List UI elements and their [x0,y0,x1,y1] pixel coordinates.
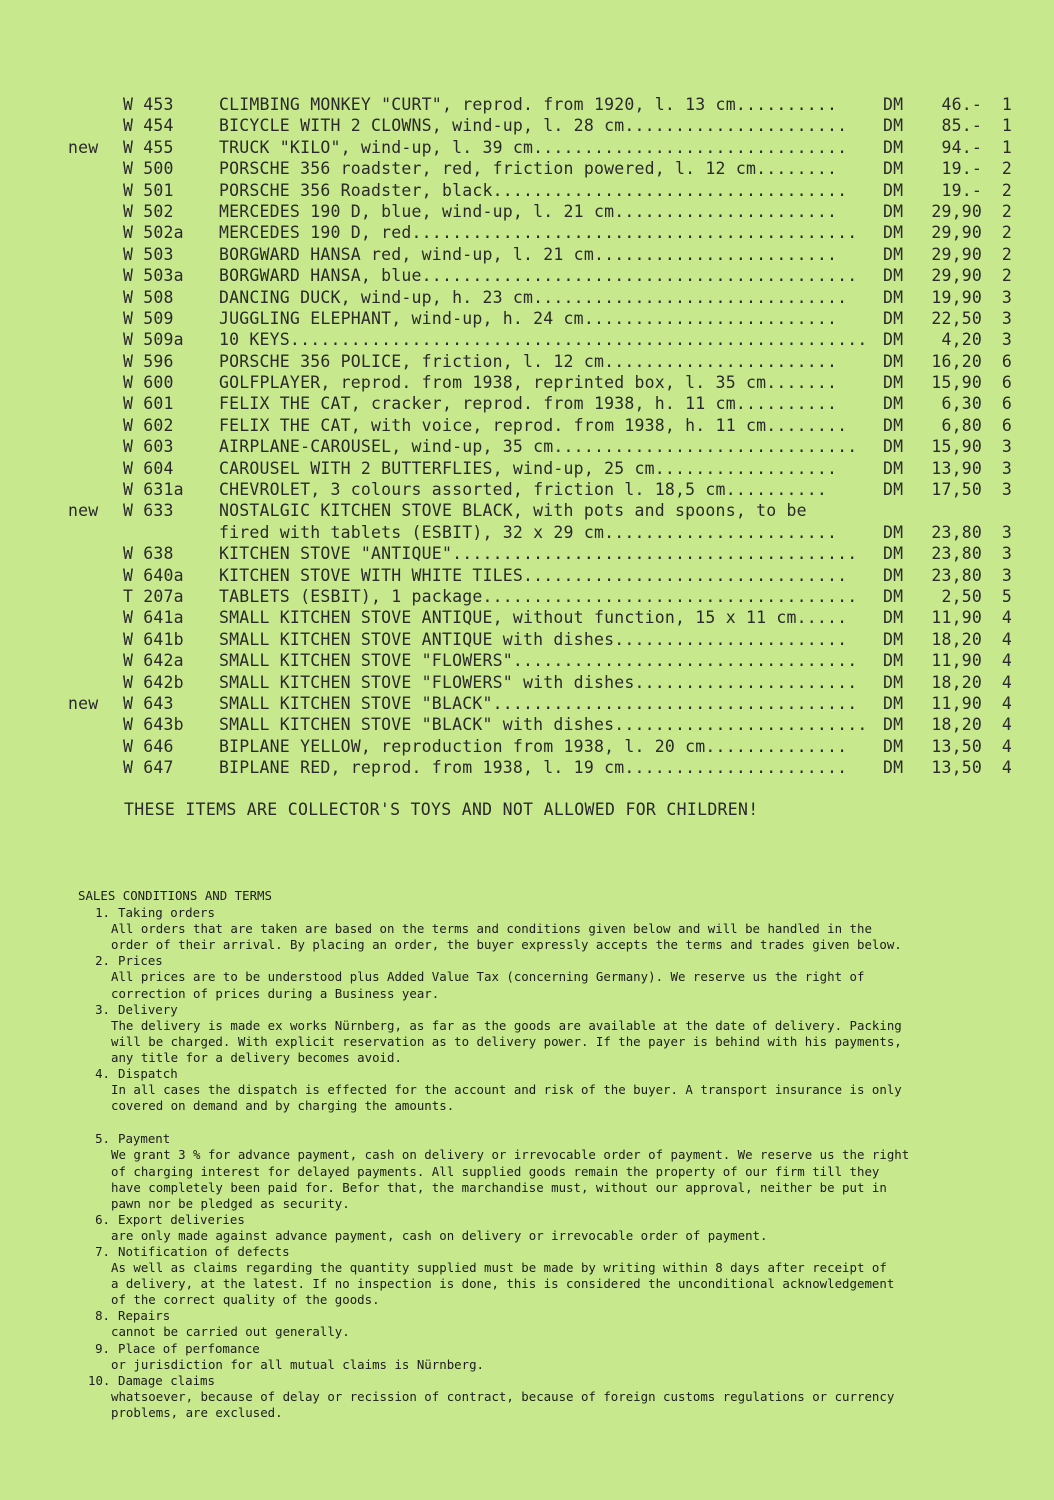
section-number: 5. [95,1131,110,1147]
item-description: 10 KEYS......................................................... [219,330,868,350]
item-code: W 500 [123,159,174,179]
item-currency: DM [883,95,904,114]
item-flag: new [68,693,99,713]
item-code: W 641a [123,608,184,628]
item-price: 23,80 [931,565,982,585]
item-code: W 631a [123,480,184,500]
item-description: AIRPLANE-CAROUSEL, wind-up, 35 cm.............................. [219,437,858,457]
item-page: 6 [1001,373,1012,393]
section-title-text: Place of perfomance [118,1340,260,1356]
section-number: 2. [95,953,110,969]
item-currency: DM [883,736,904,756]
item-code: W 509 [123,308,174,328]
item-price: 6,30 [941,394,982,414]
section-title-text: Payment [118,1131,171,1147]
item-page: 3 [1001,480,1012,500]
item-description: DANCING DUCK, wind-up, h. 23 cm............................... [219,287,848,307]
list-item [0,458,1054,479]
section-title-text: Taking orders [118,905,215,921]
terms-section [78,1244,978,1308]
item-description: SMALL KITCHEN STOVE "BLACK".................................... [219,693,858,713]
list-item [0,265,1054,286]
item-code: W 453 [123,95,174,114]
item-code: W 503 [123,244,174,264]
item-currency: DM [883,394,904,414]
section-title-text: Dispatch [118,1066,178,1082]
item-code: W 509a [123,330,184,350]
section-title [78,1244,978,1260]
section-body: All orders that are taken are based on the terms and conditions given below and will be handled in the order of their arrival. By placing an order, the buyer expressly accepts the terms and trades given below. [111,921,902,953]
terms-section [78,1341,978,1373]
list-item [0,672,1054,693]
item-currency: DM [883,201,904,221]
item-price: 4,20 [941,330,982,350]
section-body: whatsoever, because of delay or recission of contract, because of foreign customs regulations or currency problems, are exclused. [111,1388,895,1420]
item-currency: DM [883,629,904,649]
item-currency: DM [883,544,904,564]
item-code: T 207a [123,586,184,606]
section-title [78,953,978,969]
list-item [0,650,1054,671]
item-currency: DM [883,351,904,371]
item-code: W 643 [123,693,174,713]
terms-section [78,1373,978,1421]
section-body: The delivery is made ex works Nürnberg, as far as the goods are available at the date of delivery. Packing will be charged. With explicit reservation as to delivery power. If the payer is behind with his payments, any title for a delivery becomes avoid. [111,1017,902,1065]
list-item [0,736,1054,757]
item-description: fired with tablets (ESBIT), 32 x 29 cm....................... [219,522,838,542]
list-item [0,351,1054,372]
item-price: 46.- [941,95,982,114]
list-item [0,94,1054,115]
list-item [0,436,1054,457]
section-number: 8. [95,1308,110,1324]
section-title [78,1373,978,1389]
item-code: W 638 [123,544,174,564]
item-description: BORGWARD HANSA, blue........................................... [219,266,858,286]
item-code: W 604 [123,458,174,478]
item-currency: DM [883,116,904,136]
item-code: W 646 [123,736,174,756]
item-description: MERCEDES 190 D, blue, wind-up, l. 21 cm...................... [219,201,838,221]
section-number: 10. [88,1372,111,1388]
list-item [0,586,1054,607]
item-currency: DM [883,223,904,243]
list-item [0,287,1054,308]
item-code: W 600 [123,373,174,393]
terms-section [78,905,978,953]
list-item [0,137,1054,158]
item-description: PORSCHE 356 POLICE, friction, l. 12 cm....................... [219,351,838,371]
item-flag: new [68,501,99,521]
section-number: 9. [95,1340,110,1356]
item-code: W 633 [123,501,174,521]
section-title [78,1131,978,1147]
item-price: 23,80 [931,544,982,564]
list-item [0,522,1054,543]
item-price: 2,50 [941,586,982,606]
item-description: CHEVROLET, 3 colours assorted, friction l. 18,5 cm.......... [219,480,828,500]
item-page: 5 [1001,586,1012,606]
item-currency: DM [883,180,904,200]
item-page: 3 [1001,287,1012,307]
section-title-text: Prices [118,953,163,969]
section-body: cannot be carried out generally. [111,1324,350,1340]
item-page: 1 [1001,137,1012,157]
section-title-text: Export deliveries [118,1211,245,1227]
item-page: 6 [1001,351,1012,371]
section-body: All prices are to be understood plus Added Value Tax (concerning Germany). We reserve us the right of correction of prices during a Business year. [111,969,865,1001]
item-description: FELIX THE CAT, cracker, reprod. from 1938, h. 11 cm.......... [219,394,838,414]
section-number: 1. [95,905,110,921]
item-description: BORGWARD HANSA red, wind-up, l. 21 cm........................ [219,244,838,264]
item-flag: new [68,137,99,157]
item-currency: DM [883,608,904,628]
item-code: W 502 [123,201,174,221]
item-description: SMALL KITCHEN STOVE "BLACK" with dishes......................... [219,715,868,735]
terms-section [78,953,978,1001]
list-item [0,393,1054,414]
item-page: 4 [1001,608,1012,628]
item-currency: DM [883,672,904,692]
item-code: W 503a [123,266,184,286]
item-price: 19.- [941,180,982,200]
list-item [0,244,1054,265]
item-price: 16,20 [931,351,982,371]
list-item [0,222,1054,243]
item-page: 2 [1001,244,1012,264]
item-description: CAROUSEL WITH 2 BUTTERFLIES, wind-up, 25 cm.................. [219,458,838,478]
list-item [0,714,1054,735]
item-code: W 508 [123,287,174,307]
item-currency: DM [883,373,904,393]
terms-section [78,1308,978,1340]
item-currency: DM [883,651,904,671]
item-code: W 642a [123,651,184,671]
sales-conditions [78,888,978,1421]
item-page: 4 [1001,672,1012,692]
section-title-text: Delivery [118,1001,178,1017]
section-title [78,1341,978,1357]
list-item [0,201,1054,222]
terms-section [78,1212,978,1244]
section-title [78,1002,978,1018]
item-price: 19.- [941,159,982,179]
item-price: 22,50 [931,308,982,328]
item-price: 13,90 [931,458,982,478]
list-item [0,372,1054,393]
item-price: 6,80 [941,415,982,435]
item-price: 13,50 [931,736,982,756]
section-body: In all cases the dispatch is effected for the account and risk of the buyer. A transport insurance is only covered on demand and by charging the amounts. [111,1082,902,1114]
section-title [78,1308,978,1324]
item-code: W 596 [123,351,174,371]
item-price: 18,20 [931,715,982,735]
item-code: W 502a [123,223,184,243]
list-item [0,757,1054,778]
section-body: or jurisdiction for all mutual claims is Nürnberg. [111,1356,484,1372]
item-code: W 501 [123,180,174,200]
item-page: 4 [1001,693,1012,713]
section-number: 6. [95,1211,110,1227]
item-price: 13,50 [931,758,982,778]
item-code: W 647 [123,758,174,778]
item-currency: DM [883,308,904,328]
list-item [0,629,1054,650]
list-item [0,180,1054,201]
item-description: SMALL KITCHEN STOVE "FLOWERS" with dishes...................... [219,672,858,692]
item-price: 29,90 [931,266,982,286]
item-description: BIPLANE RED, reprod. from 1938, l. 19 cm...................... [219,758,848,778]
item-page: 3 [1001,565,1012,585]
section-title [78,1066,978,1082]
list-item [0,607,1054,628]
item-price: 17,50 [931,480,982,500]
item-page: 6 [1001,415,1012,435]
item-page: 3 [1001,330,1012,350]
item-code: W 640a [123,565,184,585]
item-code: W 642b [123,672,184,692]
item-price: 85.- [941,116,982,136]
item-description: SMALL KITCHEN STOVE ANTIQUE with dishes....................... [219,629,848,649]
item-page: 3 [1001,458,1012,478]
item-price: 11,90 [931,693,982,713]
section-number: 3. [95,1001,110,1017]
item-page: 3 [1001,308,1012,328]
section-title [78,905,978,921]
item-description: BIPLANE YELLOW, reproduction from 1938, l. 20 cm.............. [219,736,848,756]
item-description: KITCHEN STOVE WITH WHITE TILES................................ [219,565,848,585]
item-price: 29,90 [931,244,982,264]
terms-section [78,1131,978,1211]
item-page: 1 [1001,116,1012,136]
item-page: 2 [1001,180,1012,200]
item-price: 15,90 [931,437,982,457]
item-price: 23,80 [931,522,982,542]
list-item [0,415,1054,436]
item-currency: DM [883,244,904,264]
item-price: 29,90 [931,223,982,243]
item-currency: DM [883,522,904,542]
item-currency: DM [883,480,904,500]
item-currency: DM [883,137,904,157]
item-page: 4 [1001,629,1012,649]
item-code: W 603 [123,437,174,457]
list-item [0,329,1054,350]
item-page: 2 [1001,159,1012,179]
item-price: 19,90 [931,287,982,307]
list-item [0,158,1054,179]
item-currency: DM [883,693,904,713]
item-description: MERCEDES 190 D, red............................................ [219,223,858,243]
item-description: TABLETS (ESBIT), 1 package..................................... [219,586,858,606]
item-price: 94.- [941,137,982,157]
item-price: 29,90 [931,201,982,221]
terms-sections [78,905,978,1421]
item-page: 4 [1001,651,1012,671]
item-description: PORSCHE 356 Roadster, black................................... [219,180,848,200]
terms-section [78,1066,978,1114]
item-currency: DM [883,437,904,457]
item-page: 3 [1001,544,1012,564]
item-description: JUGGLING ELEPHANT, wind-up, h. 24 cm......................... [219,308,838,328]
item-code: W 601 [123,394,174,414]
section-body: As well as claims regarding the quantity supplied must be made by writing within 8 days after receipt of a delivery, at the latest. If no inspection is done, this is considered the unconditional acknowledgement of the correct quality of the goods. [111,1260,895,1308]
item-description: KITCHEN STOVE "ANTIQUE"........................................ [219,544,858,564]
item-price: 18,20 [931,629,982,649]
item-code: W 641b [123,629,184,649]
item-currency: DM [883,330,904,350]
item-description: GOLFPLAYER, reprod. from 1938, reprinted box, l. 35 cm....... [219,373,838,393]
terms-section [78,1002,978,1066]
item-description: NOSTALGIC KITCHEN STOVE BLACK, with pots and spoons, to be [219,501,807,521]
item-description: BICYCLE WITH 2 CLOWNS, wind-up, l. 28 cm...................... [219,116,848,136]
item-page: 6 [1001,394,1012,414]
item-currency: DM [883,415,904,435]
product-price-list [0,94,1054,779]
section-title-text: Damage claims [118,1372,215,1388]
item-code: W 454 [123,116,174,136]
item-description: PORSCHE 356 roadster, red, friction powered, l. 12 cm........ [219,159,838,179]
item-currency: DM [883,287,904,307]
item-currency: DM [883,715,904,735]
item-page: 2 [1001,223,1012,243]
item-code: W 455 [123,137,174,157]
item-code: W 602 [123,415,174,435]
section-body: We grant 3 % for advance payment, cash on delivery or irrevocable order of payment. We reserve us the right of charging interest for delayed payments. All supplied goods remain the property of our firm till they have completely been paid for. Befor that, the marchandise must, without our approval, neither be put in pawn nor be pledged as security. [111,1147,910,1211]
item-currency: DM [883,565,904,585]
item-page: 2 [1001,201,1012,221]
list-item [0,500,1054,521]
list-item [0,479,1054,500]
item-currency: DM [883,586,904,606]
item-description: TRUCK "KILO", wind-up, l. 39 cm............................... [219,137,848,157]
item-page: 2 [1001,266,1012,286]
section-number: 7. [95,1243,110,1259]
list-item [0,565,1054,586]
list-item [0,308,1054,329]
item-price: 11,90 [931,651,982,671]
section-title [78,1212,978,1228]
item-currency: DM [883,266,904,286]
item-description: SMALL KITCHEN STOVE ANTIQUE, without function, 15 x 11 cm..... [219,608,848,628]
item-price: 11,90 [931,608,982,628]
section-body: are only made against advance payment, cash on delivery or irrevocable order of payment. [111,1227,768,1243]
terms-heading: SALES CONDITIONS AND TERMS [78,888,272,903]
item-description: SMALL KITCHEN STOVE "FLOWERS".................................. [219,651,858,671]
item-price: 18,20 [931,672,982,692]
item-currency: DM [883,758,904,778]
list-item [0,543,1054,564]
item-page: 4 [1001,758,1012,778]
item-price: 15,90 [931,373,982,393]
item-page: 3 [1001,522,1012,542]
list-item [0,115,1054,136]
item-currency: DM [883,159,904,179]
item-page: 3 [1001,437,1012,457]
item-currency: DM [883,458,904,478]
list-item [0,693,1054,714]
section-title-text: Notification of defects [118,1243,290,1259]
item-code: W 643b [123,715,184,735]
section-title-text: Repairs [118,1308,171,1324]
item-page: 4 [1001,736,1012,756]
collector-warning: THESE ITEMS ARE COLLECTOR'S TOYS AND NOT ALLOWED FOR CHILDREN! [124,800,759,819]
item-description: FELIX THE CAT, with voice, reprod. from 1938, h. 11 cm........ [219,415,848,435]
item-page: 4 [1001,715,1012,735]
item-page: 1 [1001,95,1012,114]
item-description: CLIMBING MONKEY "CURT", reprod. from 1920, l. 13 cm.......... [219,95,838,114]
section-number: 4. [95,1066,110,1082]
